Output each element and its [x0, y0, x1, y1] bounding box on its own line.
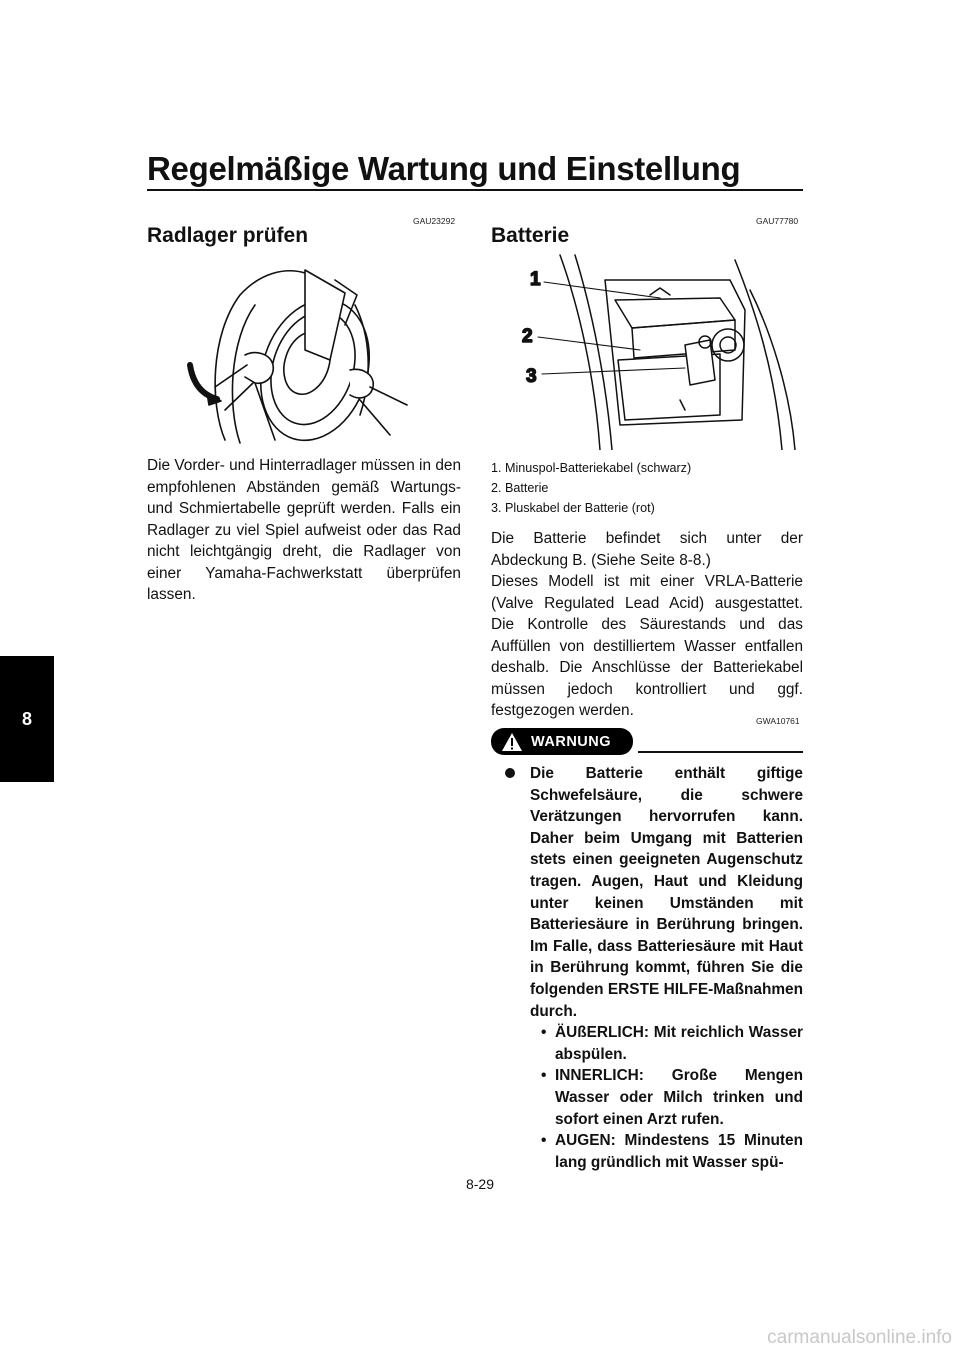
warning-subitem	[541, 1065, 803, 1130]
warning-subitem-text: AUGEN: Mindestens 15 Minuten lang gründlich mit Wasser spü-	[555, 1132, 803, 1171]
page-title: Regelmäßige Wartung und Einstellung	[147, 150, 741, 187]
warning-text: Die Batterie enthält giftige Schwefelsäure, die schwere Verätzungen hervorrufen kann. Daher beim Umgang mit Batterien stets einen geeigneten Augenschutz tragen. Augen, Haut und Kleidung unter keinen Umständen mit Batteriesäure in Berührung bringen. Im Falle, dass Batteriesäure mit Haut in Berührung kommt, führen Sie die folgenden ERSTE HILFE-Maßnahmen durch.	[530, 765, 803, 1020]
section-code-wheel-bearings: GAU23292	[413, 216, 456, 226]
chapter-tab: 8	[0, 656, 54, 782]
warning-triangle-icon	[501, 732, 523, 752]
watermark: carmanualsonline.info	[767, 1327, 952, 1348]
wheel-bearings-paragraph: Die Vorder- und Hinterradlager müssen in den empfohlenen Abständen gemäß Wartungs- und Schmiertabelle geprüft werden. Falls ein Radlager zu viel Spiel aufweist oder das Rad nicht leichtgängig dreht, die Radlager von einer Yamaha-Fachwerkstatt überprüfen lassen.	[147, 457, 461, 603]
warning-subitem	[541, 1130, 803, 1173]
figure-caption: 2. Batterie	[491, 481, 549, 495]
warning-rule	[638, 751, 803, 753]
callout-number-1: 1	[530, 269, 541, 290]
warning-bullet	[491, 763, 803, 1173]
battery-vrla-paragraph: Dieses Modell ist mit einer VRLA-Batterie (Valve Regulated Lead Acid) ausgestattet. Die Kontrolle des Säurestands und das Auffüllen von destilliertem Wasser entfallen deshalb. Die Anschlüsse der Batteriekabel müssen jedoch kontrolliert und ggf. festgezogen werden.	[491, 573, 803, 719]
sub-bullet: •	[541, 1132, 547, 1150]
page-number: 8-29	[465, 1176, 495, 1192]
callout-number-3: 3	[526, 366, 537, 387]
figure-caption: 1. Minuspol-Batteriekabel (schwarz)	[491, 461, 692, 475]
sub-bullet: •	[541, 1024, 547, 1042]
warning-code: GWA10761	[756, 716, 800, 726]
warning-label: WARNUNG	[531, 733, 612, 750]
battery-location-paragraph: Die Batterie befindet sich unter der Abdeckung B. (Siehe Seite 8-8.)	[491, 530, 803, 569]
warning-subitem-text: INNERLICH: Große Mengen Wasser oder Milch trinken und sofort einen Arzt rufen.	[555, 1067, 803, 1128]
section-code-battery: GAU77780	[756, 216, 799, 226]
sub-bullet: •	[541, 1067, 547, 1085]
warning-badge	[491, 728, 633, 755]
warning-subitem-text: ÄUßERLICH: Mit reichlich Wasser abspülen.	[555, 1024, 803, 1063]
figure-caption: 3. Pluskabel der Batterie (rot)	[491, 501, 655, 515]
section-title-battery: Batterie	[491, 224, 570, 247]
bullet-dot	[505, 768, 515, 778]
warning-subitem	[541, 1022, 803, 1065]
battery-location-illustration	[520, 250, 805, 450]
title-rule	[147, 189, 803, 191]
wheel-bearing-illustration	[185, 265, 415, 445]
figure-caption-list	[491, 458, 691, 518]
callout-number-2: 2	[522, 326, 533, 347]
section-title-wheel-bearings: Radlager prüfen	[147, 224, 309, 247]
